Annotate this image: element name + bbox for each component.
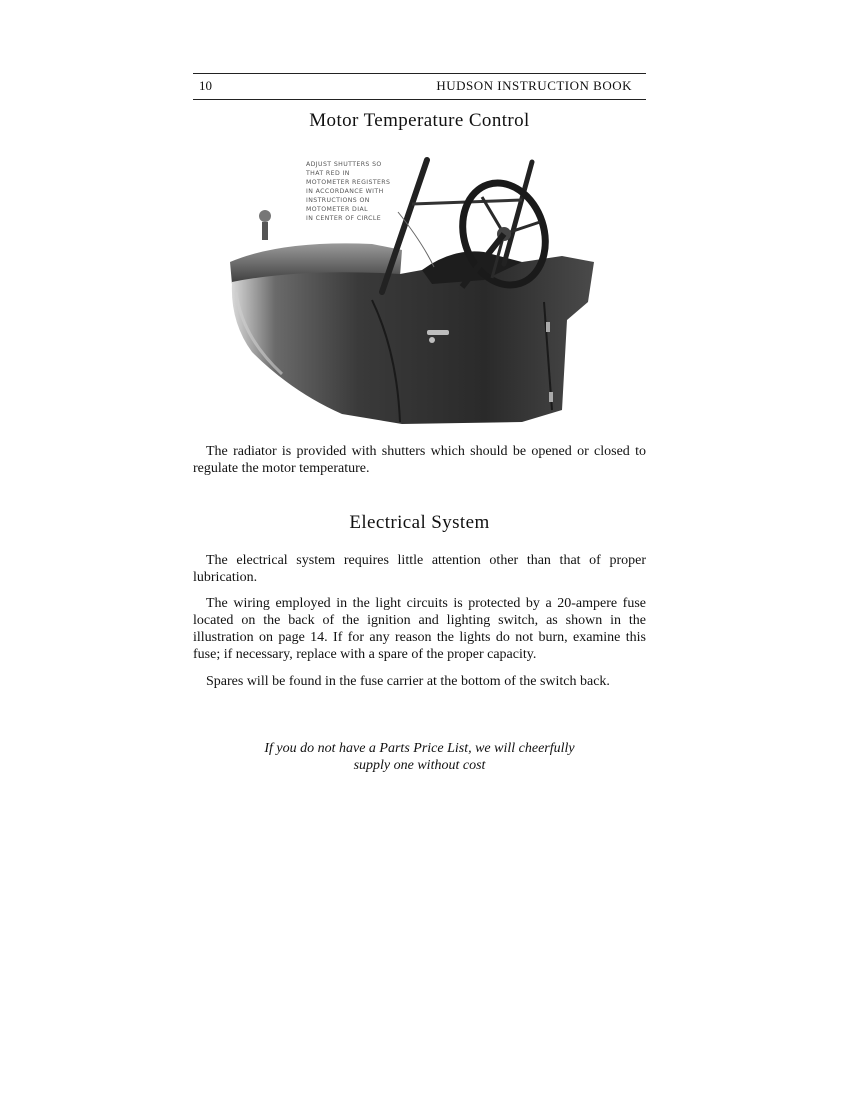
book-title: HUDSON INSTRUCTION BOOK <box>436 78 632 93</box>
callout-line-4: IN ACCORDANCE WITH <box>306 188 384 195</box>
section-title-motor-temperature: Motor Temperature Control <box>309 110 530 131</box>
section-title-electrical-system: Electrical System <box>349 512 490 533</box>
radiator-paragraph: The radiator is provided with shutters which should be opened or closed to regulate the motor temperature. <box>193 444 646 476</box>
parts-price-list-note <box>193 740 646 774</box>
page-number: 10 <box>199 78 212 93</box>
callout-line-1: ADJUST SHUTTERS SO <box>306 161 382 168</box>
running-header <box>193 73 646 100</box>
electrical-paragraph-2: The wiring employed in the light circuits is protected by a 20-ampere fuse located on the back of the ignition and lighting switch, as shown in the illustration on page 14. If for any reason the lights do not burn, examine this fuse; if necessary, replace with a spare of the proper capacity. <box>193 596 646 662</box>
note-line-2: supply one without cost <box>353 758 486 773</box>
electrical-paragraph-1: The electrical system requires little attention other than that of proper lubrication. <box>193 553 646 585</box>
callout-line-2: THAT RED IN <box>306 170 350 177</box>
callout-line-6: MOTOMETER DIAL <box>306 206 368 213</box>
callout-line-7: IN CENTER OF CIRCLE <box>306 215 382 222</box>
car-cowl-illustration <box>222 152 594 430</box>
note-line-1: If you do not have a Parts Price List, we will cheerfully <box>264 741 575 756</box>
callout-line-5: INSTRUCTIONS ON <box>306 197 370 204</box>
electrical-paragraph-3: Spares will be found in the fuse carrier at the bottom of the switch back. <box>206 674 610 689</box>
callout-line-3: MOTOMETER REGISTERS <box>306 179 391 186</box>
